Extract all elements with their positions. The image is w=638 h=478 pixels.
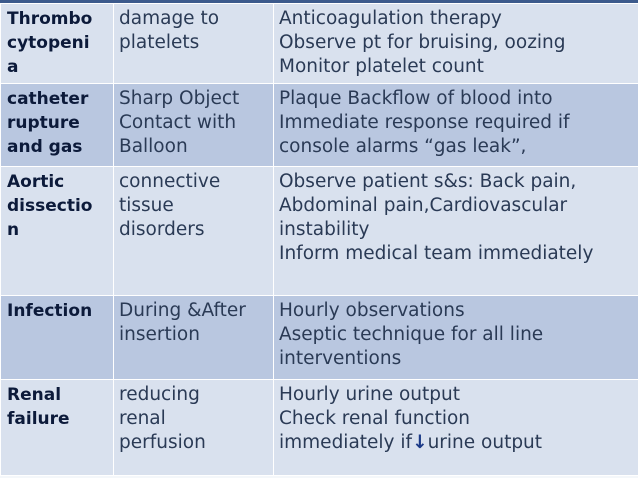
management-line: Plaque Backflow of blood into — [279, 88, 553, 109]
management-line: instability — [279, 219, 370, 240]
table-row-thrombocytopenia — [1, 4, 638, 84]
cause-cell — [114, 296, 274, 380]
management-line: Observe patient s&s: Back pain, — [279, 171, 577, 192]
complication-line: dissectio — [7, 196, 93, 216]
complication-line: Infection — [7, 301, 93, 321]
complication-cell — [1, 4, 114, 84]
management-line: Hourly urine output — [279, 384, 461, 405]
management-line-with-arrow — [279, 431, 633, 455]
complication-line: cytopeni — [7, 33, 90, 53]
cause-line: connective — [119, 171, 221, 192]
cause-cell — [114, 380, 274, 476]
table-row-catheter-rupture — [1, 84, 638, 167]
cause-line: platelets — [119, 32, 200, 53]
management-text-after-arrow: urine output — [427, 432, 543, 453]
complication-line: a — [7, 57, 19, 77]
complications-table — [0, 3, 638, 476]
complication-line: failure — [7, 409, 70, 429]
management-text-before-arrow: immediately if — [279, 432, 413, 453]
complication-cell — [1, 84, 114, 167]
management-line: interventions — [279, 348, 402, 369]
complication-line: n — [7, 220, 20, 240]
cause-line: disorders — [119, 219, 205, 240]
complication-cell — [1, 380, 114, 476]
management-line: Check renal function — [279, 408, 471, 429]
table-row-renal-failure — [1, 380, 638, 476]
table-row-infection — [1, 296, 638, 380]
management-cell — [274, 84, 638, 167]
cause-cell — [114, 167, 274, 296]
cause-line: perfusion — [119, 432, 206, 453]
management-line: Anticoagulation therapy — [279, 8, 502, 29]
cause-line: During &After — [119, 300, 246, 321]
complication-cell — [1, 167, 114, 296]
complication-line: catheter — [7, 89, 89, 109]
complication-line: and gas — [7, 137, 83, 157]
management-cell — [274, 4, 638, 84]
management-line: Abdominal pain,Cardiovascular — [279, 195, 568, 216]
cause-line: reducing — [119, 384, 200, 405]
management-line: Aseptic technique for all line — [279, 324, 544, 345]
management-line: Observe pt for bruising, oozing — [279, 32, 566, 53]
management-cell — [274, 167, 638, 296]
complication-line: Thrombo — [7, 9, 93, 29]
complication-cell — [1, 296, 114, 380]
complication-line: Aortic — [7, 172, 65, 192]
cause-line: damage to — [119, 8, 220, 29]
management-cell — [274, 380, 638, 476]
cause-line: Contact with — [119, 112, 237, 133]
table-row-aortic-dissection — [1, 167, 638, 296]
management-line: Hourly observations — [279, 300, 465, 321]
management-line: Monitor platelet count — [279, 56, 484, 77]
complication-line: rupture — [7, 113, 80, 133]
management-line: Immediate response required if — [279, 112, 570, 133]
management-cell — [274, 296, 638, 380]
cause-line: Sharp Object — [119, 88, 240, 109]
complication-line: Renal — [7, 385, 62, 405]
cause-line: tissue — [119, 195, 174, 216]
cause-line: renal — [119, 408, 166, 429]
management-line: console alarms “gas leak”, — [279, 136, 527, 157]
cause-line: insertion — [119, 324, 200, 345]
down-arrow-icon: ↓ — [412, 432, 428, 453]
cause-cell — [114, 4, 274, 84]
cause-line: Balloon — [119, 136, 188, 157]
cause-cell — [114, 84, 274, 167]
management-line: Inform medical team immediately — [279, 243, 594, 264]
